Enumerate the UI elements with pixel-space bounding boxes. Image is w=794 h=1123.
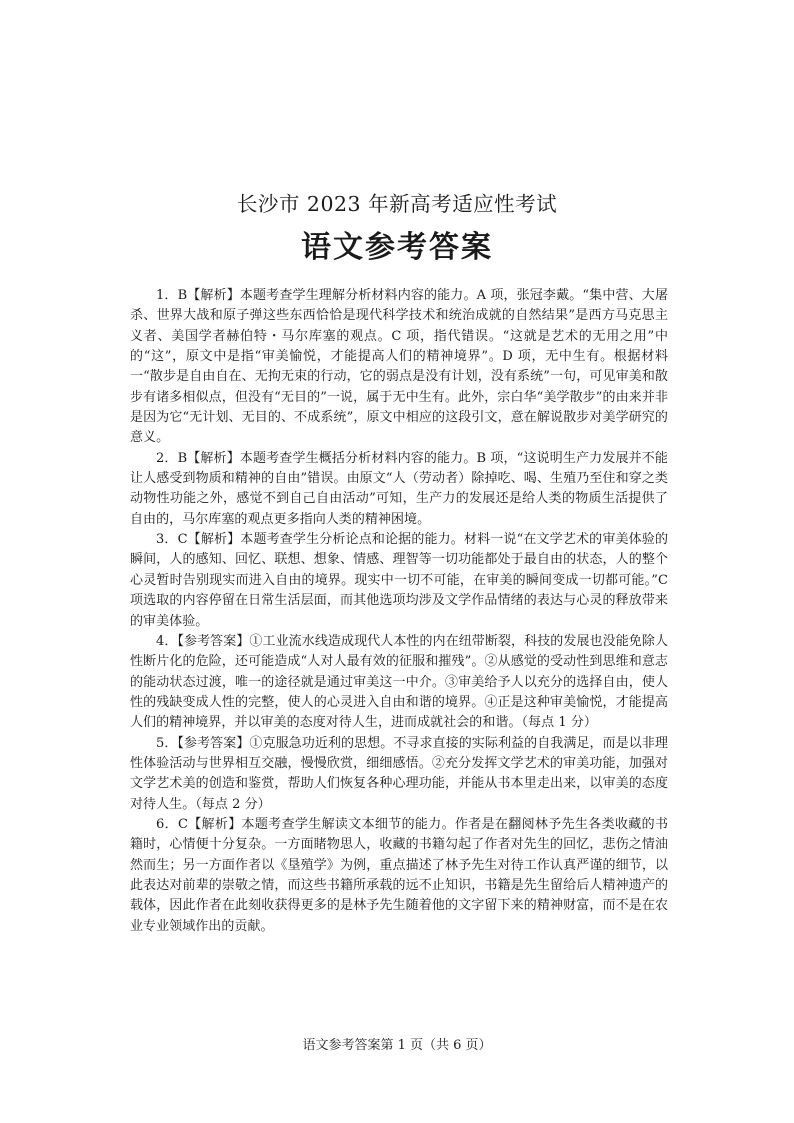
answer-key-heading: 语文参考答案 bbox=[301, 230, 493, 265]
answer-item-6: 6．C【解析】本题考查学生解读文本细节的能力。作者是在翻阅林予先生各类收藏的书籍时，心情便十分复杂。一方面睹物思人，收藏的书籍勾起了作者对先生的回忆，悲伤之情油然而生；另一方面作者以《垦殖学》为例，重点描述了林予先生对待工作认真严谨的细节，以此表达对前辈的崇敬之情，而这些书籍所承载的远不止知识，书籍是先生留给后人精神遗产的载体，因此作者在此刻收获得更多的是林予先生随着他的文字留下来的精神财富，而不是在农业专业领域作出的贡献。 bbox=[130, 816, 668, 934]
page-footer: 语文参考答案第 1 页（共 6 页） bbox=[302, 1038, 492, 1053]
answer-item-1: 1．B【解析】本题考查学生理解分析材料内容的能力。A 项，张冠李戴。“集中营、大屠杀、世界大战和原子弹这些东西恰恰是现代科学技术和统治成就的自然结果”是西方马克思主义者、美国学者赫伯特・马尔库塞的观点。C 项，指代错误。“这就是艺术的无用之用”中的“这”，原文中是指“审美愉悦，才能提高人们的精神境界”。D 项，无中生有。根据材料一“散步是自由自在、无拘无束的行动，它的弱点是没有计划，没有系统”一句，可见审美和散步有诸多相似点，但没有“无目的”一说，属于无中生有。此外，宗白华“美学散步”的由来并非是因为它“无计划、无目的、不成系统”，原文中相应的这段引文，意在解说散步对美学研究的意义。 bbox=[130, 288, 668, 446]
answer-item-4: 4．【参考答案】①工业流水线造成现代人本性的内在纽带断裂，科技的发展也没能免除人性断片化的危险，还可能造成“人对人最有效的征服和摧残”。②从感觉的受动性到思维和意志的能动状态过渡，唯一的途径就是通过审美这一中介。③审美给予人以充分的选择自由，使人性的残缺变成人性的完整，使人的心灵进入自由和谐的境界。④正是这种审美愉悦，才能提高人们的精神境界，并以审美的态度对待人生，进而成就社会的和谐。（每点 1 分） bbox=[130, 633, 668, 731]
answer-item-2: 2．B【解析】本题考查学生概括分析材料内容的能力。B 项，“这说明生产力发展并不能让人感受到物质和精神的自由”错误。由原文“人（劳动者）除掉吃、喝、生殖乃至住和穿之类动物性功能之外，感觉不到自己自由活动”可知，生产力的发展还是给人类的物质生活提供了自由的，马尔库塞的观点更多指向人类的精神困境。 bbox=[130, 450, 668, 527]
answer-item-3: 3．C【解析】本题考查学生分析论点和论据的能力。材料一说“在文学艺术的审美体验的瞬间，人的感知、回忆、联想、想象、情感、理智等一切功能都处于最自由的状态，人的整个心灵暂时告别现实而进入自由的境界。现实中一切不可能，在审美的瞬间变成一切都可能。”C 项选取的内容停留在日常生活层面，而其他选项均涉及文学作品情绪的表达与心灵的释放带来的审美体验。 bbox=[130, 532, 668, 629]
answer-item-5: 5．【参考答案】①克服急功近利的思想。不寻求直接的实际利益的自我满足，而是以非理性体验活动与世界相互交融，慢慢欣赏，细细感悟。②充分发挥文学艺术的审美功能，加强对文学艺术美的创造和鉴赏，帮助人们恢复各种心理功能，并能从书本里走出来，以审美的态度对待人生。（每点 2 分） bbox=[130, 735, 668, 812]
exam-title: 长沙市 2023 年新高考适应性考试 bbox=[236, 192, 558, 216]
answer-body bbox=[130, 286, 668, 937]
